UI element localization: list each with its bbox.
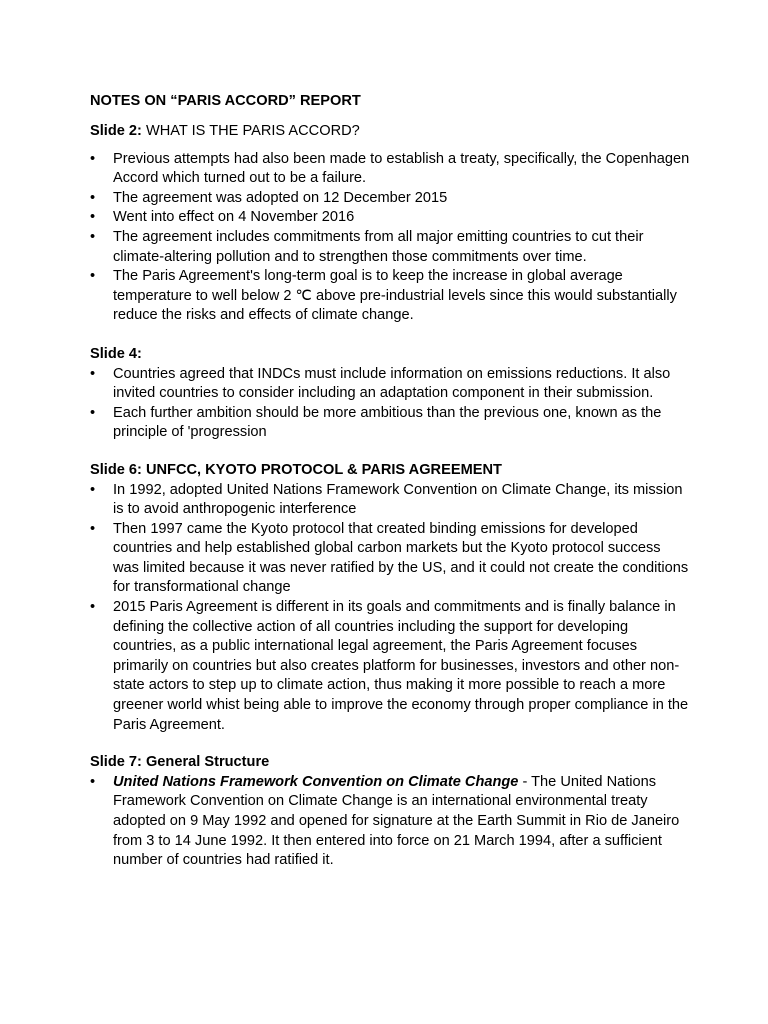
- slide-4-bullet-list: [90, 365, 690, 443]
- slide-6-heading: Slide 6: UNFCC, KYOTO PROTOCOL & PARIS AGREEMENT: [90, 461, 502, 478]
- list-item: • Previous attempts had also been made to establish a treaty, specifically, the Copenhagen Accord which turned out to be a failure.: [90, 150, 690, 189]
- slide-2-heading: [90, 122, 690, 142]
- list-item: • Then 1997 came the Kyoto protocol that created binding emissions for developed countries and help established global carbon markets but the Kyoto protocol success was limited because it was never ratified by the US, and it could not create the conditions for transformational change: [90, 520, 690, 598]
- unfccc-term: United Nations Framework Convention on Climate Change: [113, 773, 519, 790]
- slide-6-bullet-list: [90, 481, 690, 736]
- slide-2-title: WHAT IS THE PARIS ACCORD?: [141, 123, 360, 139]
- list-item: • Countries agreed that INDCs must include information on emissions reductions. It also invited countries to consider including an adaptation component in their submission.: [90, 365, 690, 404]
- slide-7-heading: Slide 7: General Structure: [90, 754, 270, 771]
- document-title: NOTES ON “PARIS ACCORD” REPORT: [90, 93, 361, 109]
- unfccc-description: - The United Nations Framework Convention on Climate Change is an international environmental treaty adopted on 9 May 1992 and opened for signature at the Earth Summit in Rio de Janeiro from 3 to 14 June 1992. It then entered into force on 21 March 1994, after a sufficient number of countries had ratified it.: [113, 773, 680, 869]
- slide-4-heading: Slide 4:: [90, 345, 142, 362]
- document-page: [90, 92, 690, 871]
- list-item: • Went into effect on 4 November 2016: [90, 208, 690, 228]
- list-item: • The agreement includes commitments from all major emitting countries to cut their climate-altering pollution and to strengthen those commitments over time.: [90, 228, 690, 267]
- list-item: • 2015 Paris Agreement is different in its goals and commitments and is finally balance in defining the collective action of all countries including the support for developing countries, as a public international legal agreement, the Paris Agreement focuses primarily on countries but also creates platform for businesses, investors and other non-state actors to step up to climate action, thus making it more possible to reach a more greener world whist being able to improve the economy through proper compliance in the Paris Agreement.: [90, 598, 690, 735]
- slide-2-bullet-list: [90, 150, 690, 326]
- list-item: • In 1992, adopted United Nations Framework Convention on Climate Change, its mission is to avoid anthropogenic interference: [90, 481, 690, 520]
- list-item: • The agreement was adopted on 12 December 2015: [90, 189, 690, 209]
- list-item: [90, 773, 690, 871]
- list-item: • Each further ambition should be more ambitious than the previous one, known as the principle of 'progression: [90, 404, 690, 443]
- list-item: • The Paris Agreement's long-term goal is to keep the increase in global average temperature to well below 2 ℃ above pre-industrial levels since this would substantially reduce the risks and effects of climate change.: [90, 267, 690, 326]
- slide-2-label: Slide 2:: [90, 123, 142, 139]
- slide-7-bullet-list: [90, 773, 690, 871]
